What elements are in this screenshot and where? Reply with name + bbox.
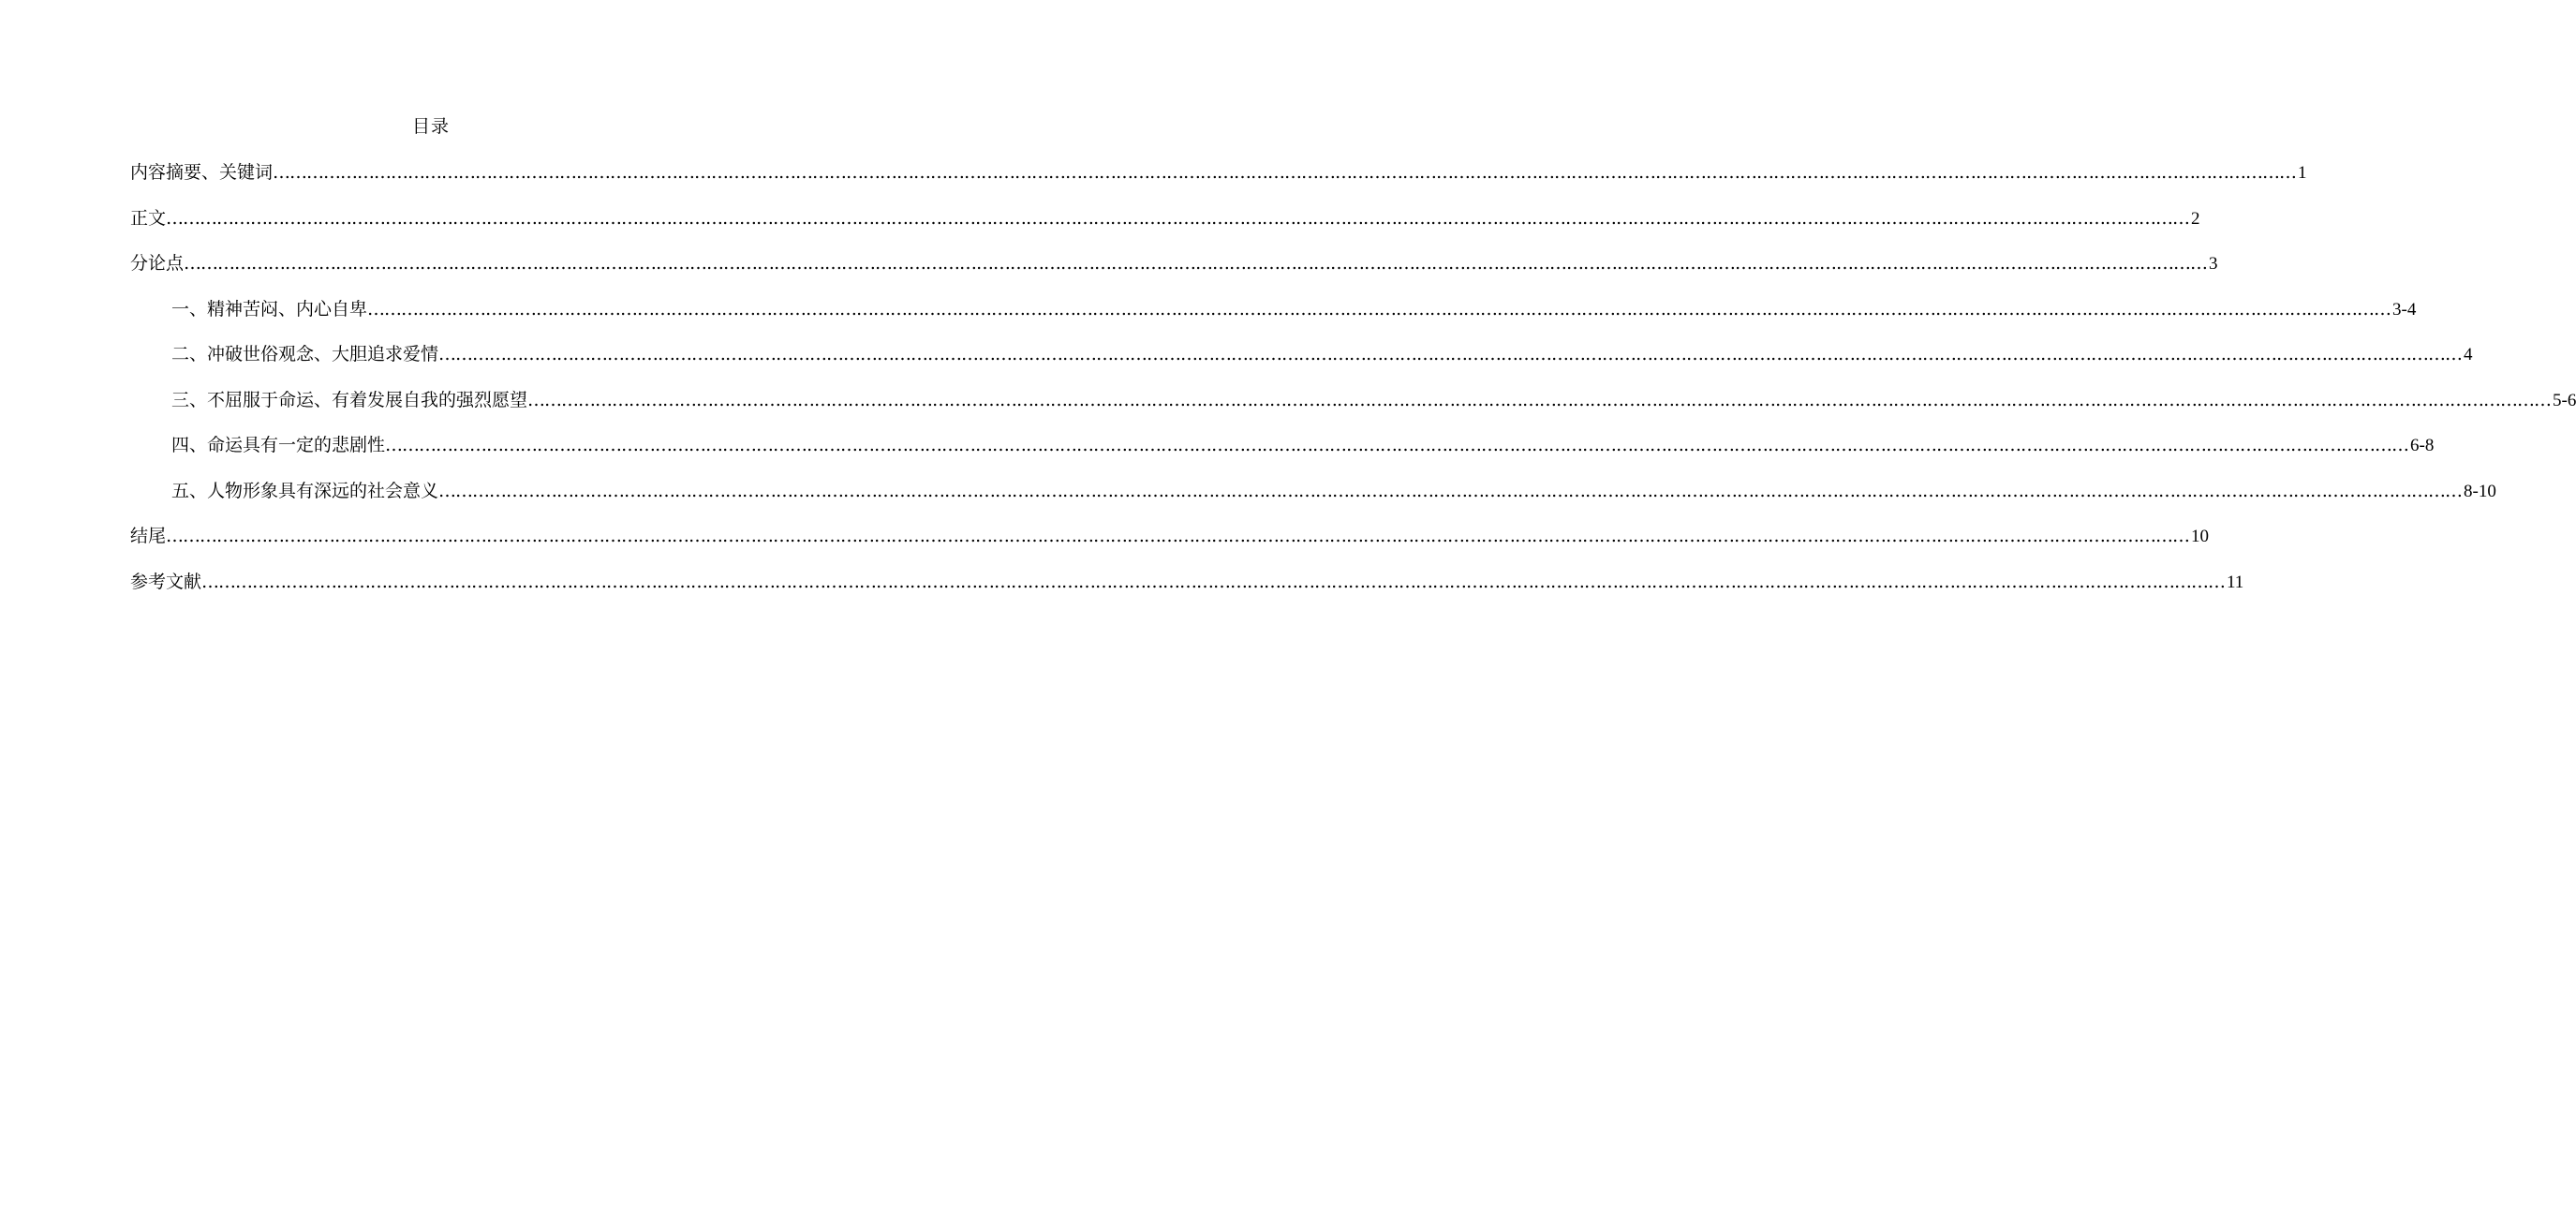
toc-dot-leader: ……………………………………………………………………………………………………………………………………………………………………………………………………………………………………………………………………………………………………………………………… xyxy=(184,253,2208,274)
toc-entry xyxy=(130,339,2473,385)
toc-entry-label: 参考文献 xyxy=(130,571,202,592)
toc-dot-leader: ……………………………………………………………………………………………………………………………………………………………………………………………………………………………………………………………………………………………………………………………… xyxy=(166,526,2190,546)
toc-entry-page: 4 xyxy=(2464,345,2473,365)
toc-entry-page: 6-8 xyxy=(2410,436,2435,455)
toc-entry-label: 正文 xyxy=(130,207,167,229)
toc-entry-label: 内容摘要、关键词 xyxy=(130,162,274,183)
toc-entry-label: 五、人物形象具有深远的社会意义 xyxy=(171,480,439,501)
toc-dot-leader: ……………………………………………………………………………………………………………………………………………………………………………………………………………………………………………………………………………………………………………………………… xyxy=(438,344,2463,365)
toc-list xyxy=(130,157,2576,612)
toc-dot-leader: ……………………………………………………………………………………………………………………………………………………………………………………………………………………………………………………………………………………………………………………………… xyxy=(166,207,2190,229)
toc-entry-page: 1 xyxy=(2298,163,2307,183)
toc-dot-leader: ……………………………………………………………………………………………………………………………………………………………………………………………………………………………………………………………………………………………………………………………… xyxy=(201,571,2226,592)
toc-entry-label: 一、精神苦闷、内心自卑 xyxy=(171,298,368,320)
toc-entry xyxy=(130,248,2218,294)
toc-dot-leader: ……………………………………………………………………………………………………………………………………………………………………………………………………………………………………………………………………………………………………………………………… xyxy=(438,480,2463,501)
toc-title: 目录 xyxy=(411,116,450,137)
toc-entry-label: 三、不屈服于命运、有着发展自我的强烈愿望 xyxy=(171,389,528,410)
toc-entry-label: 结尾 xyxy=(130,526,167,546)
toc-entry xyxy=(130,567,2244,613)
toc-entry-page: 10 xyxy=(2191,527,2210,546)
toc-dot-leader: ……………………………………………………………………………………………………………………………………………………………………………………………………………………………………………………………………………………………………………………………… xyxy=(385,435,2409,455)
toc-entry-label: 四、命运具有一定的悲剧性 xyxy=(171,435,386,455)
toc-entry xyxy=(130,385,2576,431)
toc-entry-page: 2 xyxy=(2191,208,2200,229)
toc-entry-label: 分论点 xyxy=(130,253,185,274)
toc-dot-leader: ……………………………………………………………………………………………………………………………………………………………………………………………………………………………………………………………………………………………………………………………… xyxy=(273,162,2297,183)
toc-entry xyxy=(130,521,2210,567)
toc-entry xyxy=(130,476,2496,522)
toc-entry-page: 11 xyxy=(2227,572,2244,592)
toc-entry-page: 5-6 xyxy=(2553,390,2576,410)
toc-entry xyxy=(130,157,2307,203)
toc-entry-page: 3 xyxy=(2209,254,2218,274)
toc-entry xyxy=(130,294,2417,340)
toc-entry-label: 二、冲破世俗观念、大胆追求爱情 xyxy=(171,344,439,365)
toc-dot-leader: ……………………………………………………………………………………………………………………………………………………………………………………………………………………………………………………………………………………………………………………………… xyxy=(527,389,2552,410)
toc-entry-page: 8-10 xyxy=(2464,481,2496,501)
toc-dot-leader: ……………………………………………………………………………………………………………………………………………………………………………………………………………………………………………………………………………………………………………………………… xyxy=(367,298,2391,320)
toc-entry xyxy=(130,430,2435,476)
toc-entry xyxy=(130,203,2200,249)
toc-entry-page: 3-4 xyxy=(2392,299,2417,320)
